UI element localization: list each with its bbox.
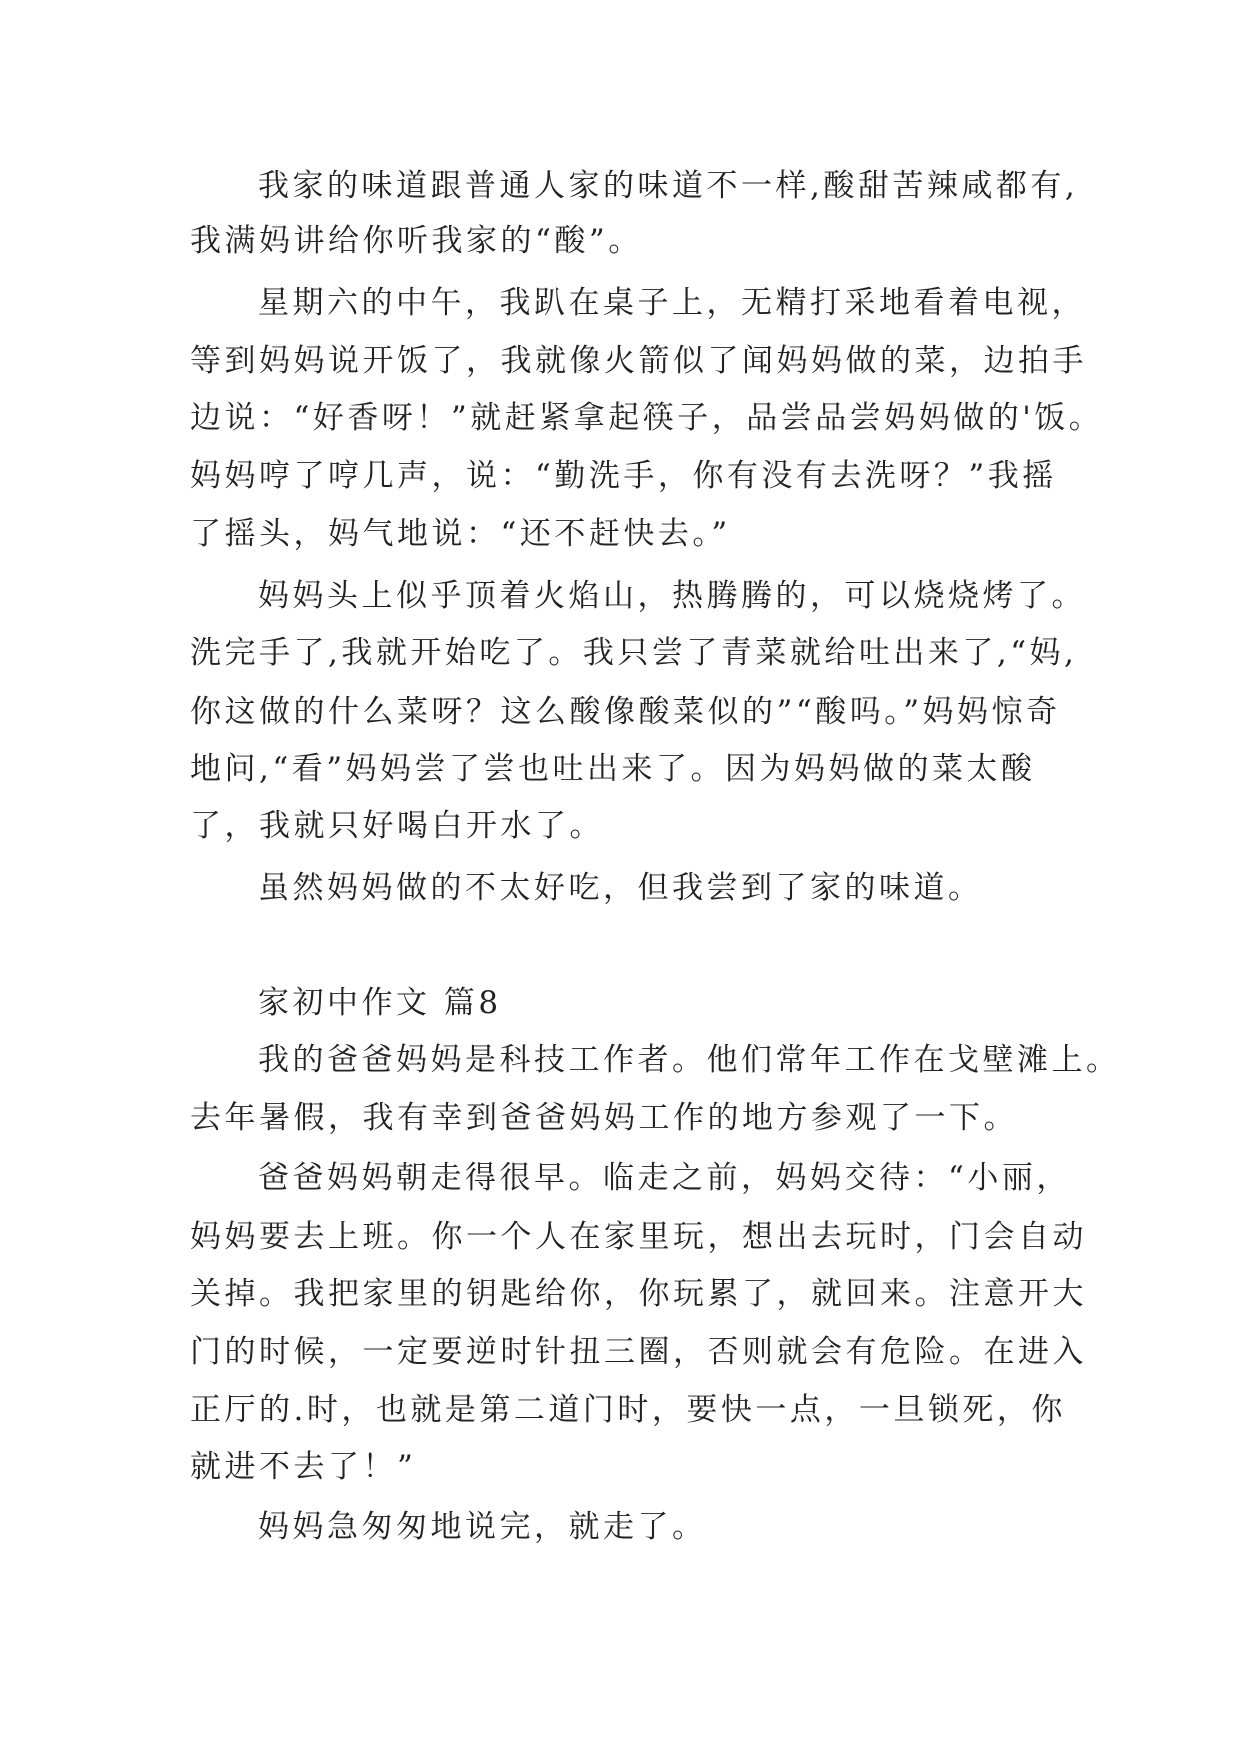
paragraph-line: 等到妈妈说开饭了，我就像火箭似了闻妈妈做的菜，边拍手 xyxy=(190,343,1087,379)
paragraph-line: 关掉。我把家里的钥匙给你，你玩累了，就回来。注意开大 xyxy=(190,1276,1087,1312)
paragraph-line: 门的时候，一定要逆时针扭三圈，否则就会有危险。在进入 xyxy=(190,1334,1087,1370)
paragraph-line: 妈妈要去上班。你一个人在家里玩，想出去玩时，门会自动 xyxy=(190,1219,1087,1255)
paragraph-line: 洗完手了,我就开始吃了。我只尝了青菜就给吐出来了,“妈, xyxy=(190,635,1078,671)
section-heading: 家初中作文 篇8 xyxy=(258,985,502,1021)
paragraph-line: 妈妈哼了哼几声，说：“勤洗手，你有没有去洗呀？”我摇 xyxy=(190,458,1057,494)
paragraph-line: 虽然妈妈做的不太好吃，但我尝到了家的味道。 xyxy=(258,870,983,906)
paragraph-line: 了，我就只好喝白开水了。 xyxy=(190,808,604,844)
paragraph-line: 我满妈讲给你听我家的“酸”。 xyxy=(190,223,643,259)
paragraph-line: 星期六的中午，我趴在桌子上，无精打采地看着电视， xyxy=(258,285,1086,321)
paragraph-line: 妈妈急匆匆地说完，就走了。 xyxy=(258,1509,707,1545)
paragraph-line: 我的爸爸妈妈是科技工作者。他们常年工作在戈壁滩上。 xyxy=(258,1042,1121,1078)
paragraph-line: 我家的味道跟普通人家的味道不一样,酸甜苦辣咸都有, xyxy=(258,168,1079,204)
paragraph-line: 你这做的什么菜呀？这么酸像酸菜似的”“酸吗。”妈妈惊奇 xyxy=(190,694,1061,730)
paragraph-line: 正厅的.时，也就是第二道门时，要快一点，一旦锁死，你 xyxy=(190,1392,1066,1428)
paragraph-line: 妈妈头上似乎顶着火焰山，热腾腾的，可以烧烧烤了。 xyxy=(258,578,1086,614)
paragraph-line: 地问,“看”妈妈尝了尝也吐出来了。因为妈妈做的菜太酸 xyxy=(190,751,1036,787)
paragraph-line: 就进不去了！” xyxy=(190,1449,417,1485)
paragraph-line: 爸爸妈妈朝走得很早。临走之前，妈妈交待：“小丽， xyxy=(258,1160,1071,1196)
paragraph-line: 边说：“好香呀！”就赶紧拿起筷子，品尝品尝妈妈做的'饭。 xyxy=(190,400,1104,436)
paragraph-line: 了摇头，妈气地说：“还不赶快去。” xyxy=(190,516,731,552)
paragraph-line: 去年暑假，我有幸到爸爸妈妈工作的地方参观了一下。 xyxy=(190,1100,1018,1136)
